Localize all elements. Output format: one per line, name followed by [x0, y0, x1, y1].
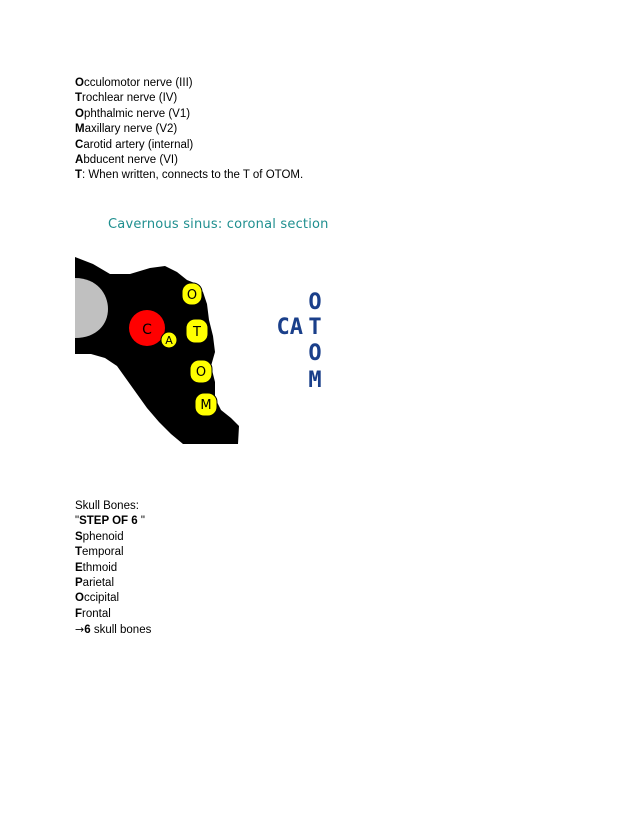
cavernous-sinus-diagram [75, 212, 335, 452]
mnemonic-text: rochlear nerve (IV) [82, 92, 178, 105]
bone-initial: O [75, 592, 84, 605]
mnemonic-line [75, 168, 303, 183]
side-letter: T [308, 315, 322, 340]
right-arrow-icon: → [75, 623, 85, 637]
bone-initial: T [75, 546, 83, 559]
summary-number: 6 [84, 624, 91, 637]
nerve-label: M [200, 398, 212, 413]
mnemonic-text: : When written, connects to the T of OTOM. [82, 169, 304, 182]
abducent-label: A [165, 334, 173, 347]
side-word-horizontal: CA [276, 315, 303, 340]
mnemonic-initial: A [75, 153, 84, 166]
mnemonic-line [75, 76, 303, 91]
bone-initial: S [75, 530, 83, 543]
side-letter: O [308, 290, 322, 315]
bone-text: thmoid [82, 561, 118, 574]
mnemonic-text: axillary nerve (V2) [84, 123, 178, 136]
bone-item [75, 561, 151, 576]
ophthalmic-nerve [190, 360, 212, 383]
skull-bones-list [75, 499, 151, 638]
mnemonic-initial: T [75, 169, 83, 182]
quote-mark: " [137, 515, 145, 528]
trochlear-nerve [186, 319, 208, 343]
mnemonic-line [75, 153, 303, 168]
nerve-label: O [186, 288, 198, 303]
nerve-label: O [195, 365, 207, 380]
mnemonic-initial: O [75, 77, 84, 89]
bone-text: ccipital [83, 592, 120, 605]
side-letter: M [308, 368, 322, 393]
summary-text: skull bones [90, 624, 152, 637]
mnemonic-text: cculomotor nerve (III) [83, 77, 193, 89]
mnemonic-line [75, 107, 303, 122]
oculomotor-nerve [182, 283, 202, 305]
mnemonic-initial: T [75, 92, 83, 105]
mnemonic-text: arotid artery (internal) [83, 138, 194, 151]
nerve-label: T [193, 325, 201, 340]
mnemonic-line [75, 122, 303, 137]
mnemonic-initial: C [75, 138, 84, 151]
mnemonic-line [75, 91, 303, 106]
carotid-label: C [142, 322, 152, 338]
cavernous-sinus-figure [75, 212, 335, 452]
bone-text: arietal [82, 576, 114, 589]
mnemonic-text: bducent nerve (VI) [83, 153, 178, 166]
bones-mnemonic-phrase [75, 514, 151, 529]
maxillary-nerve [195, 393, 217, 416]
mnemonic-initial: M [75, 123, 85, 136]
bone-initial: F [75, 607, 83, 620]
side-letter: O [308, 341, 322, 366]
bone-item [75, 607, 151, 622]
bones-summary [75, 622, 151, 637]
bone-text: rontal [82, 607, 111, 620]
bone-text: emporal [82, 546, 124, 559]
quote-mark: " [75, 515, 80, 528]
bones-heading: Skull Bones: [75, 500, 139, 512]
mnemonic-phrase: STEP OF 6 [79, 515, 138, 528]
figure-title: Cavernous sinus: coronal section [108, 217, 329, 232]
bone-initial: P [75, 576, 83, 589]
bone-item [75, 545, 151, 560]
bone-initial: E [75, 561, 83, 574]
mnemonic-line [75, 138, 303, 153]
bone-text: phenoid [82, 530, 124, 543]
bone-item [75, 591, 151, 606]
mnemonic-initial: O [75, 107, 84, 120]
mnemonic-text: phthalmic nerve (V1) [83, 107, 191, 120]
cranial-nerve-mnemonic-list [75, 76, 303, 184]
bone-item [75, 530, 151, 545]
sinus-silhouette [75, 257, 239, 444]
bone-item [75, 576, 151, 591]
